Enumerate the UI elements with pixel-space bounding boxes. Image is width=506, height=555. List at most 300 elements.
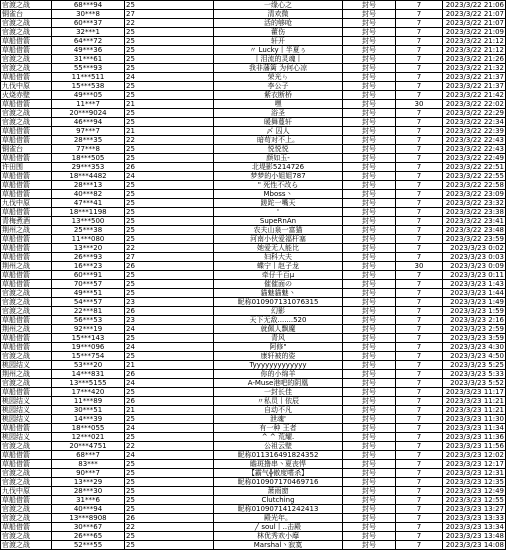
account-cell[interactable]: 31***61	[52, 55, 125, 64]
action-cell[interactable]: 封号	[343, 91, 396, 100]
account-cell[interactable]: 56***53	[52, 316, 125, 325]
days-cell[interactable]: 7	[396, 442, 443, 451]
days-cell[interactable]: 7	[396, 190, 443, 199]
account-cell[interactable]: 16***23	[52, 262, 125, 271]
server-cell[interactable]: 草船借箭	[1, 316, 52, 325]
days-cell[interactable]: 7	[396, 469, 443, 478]
server-cell[interactable]: 九伐中原	[1, 199, 52, 208]
nickname-cell[interactable]: ╱ soul丨..击殿	[214, 523, 343, 532]
account-cell[interactable]: 30***67	[52, 523, 125, 532]
action-cell[interactable]: 封号	[343, 379, 396, 388]
action-cell[interactable]: 封号	[343, 307, 396, 316]
action-cell[interactable]: 封号	[343, 262, 396, 271]
datetime-cell[interactable]: 2023/3/23 4:50	[443, 352, 506, 361]
nickname-cell[interactable]: 自动不凡	[214, 406, 343, 415]
datetime-cell[interactable]: 2023/3/22 22:58	[443, 181, 506, 190]
account-cell[interactable]: 77***8	[52, 145, 125, 154]
level-cell[interactable]: 25	[125, 217, 214, 226]
server-cell[interactable]: 荆州之战	[1, 226, 52, 235]
action-cell[interactable]: 封号	[343, 352, 396, 361]
nickname-cell[interactable]: 北堤影5214726	[214, 163, 343, 172]
action-cell[interactable]: 封号	[343, 244, 396, 253]
action-cell[interactable]: 封号	[343, 541, 396, 550]
level-cell[interactable]: 27	[125, 10, 214, 19]
days-cell[interactable]: 7	[396, 19, 443, 28]
nickname-cell[interactable]: 暖舞蔓轩	[214, 118, 343, 127]
server-cell[interactable]: 官渡之战	[1, 109, 52, 118]
days-cell[interactable]: 7	[396, 181, 443, 190]
level-cell[interactable]: 24	[125, 73, 214, 82]
nickname-cell[interactable]: A-Muse港吧的阴凰	[214, 379, 343, 388]
datetime-cell[interactable]: 2023/3/23 13:48	[443, 532, 506, 541]
server-cell[interactable]: 官渡之战	[1, 55, 52, 64]
action-cell[interactable]: 封号	[343, 136, 396, 145]
server-cell[interactable]: 官渡之战	[1, 307, 52, 316]
datetime-cell[interactable]: 2023/3/23 1:49	[443, 298, 506, 307]
days-cell[interactable]: 7	[396, 55, 443, 64]
account-cell[interactable]: 46***94	[52, 118, 125, 127]
days-cell[interactable]: 7	[396, 271, 443, 280]
datetime-cell[interactable]: 2023/3/23 1:43	[443, 280, 506, 289]
server-cell[interactable]: 草船借箭	[1, 100, 52, 109]
server-cell[interactable]: 官渡之战	[1, 352, 52, 361]
server-cell[interactable]: 草船借箭	[1, 190, 52, 199]
account-cell[interactable]: 68***94	[52, 1, 125, 10]
days-cell[interactable]: 7	[396, 208, 443, 217]
datetime-cell[interactable]: 2023/3/22 21:06	[443, 1, 506, 10]
days-cell[interactable]: 7	[396, 523, 443, 532]
server-cell[interactable]: 官渡之战	[1, 28, 52, 37]
level-cell[interactable]: 24	[125, 325, 214, 334]
nickname-cell[interactable]: 河南小伙爱福杆塞	[214, 235, 343, 244]
datetime-cell[interactable]: 2023/3/22 22:43	[443, 145, 506, 154]
nickname-cell[interactable]: 有一种 王者	[214, 424, 343, 433]
days-cell[interactable]: 7	[396, 541, 443, 550]
nickname-cell[interactable]: 【霸气╬傲度嗜杀】	[214, 469, 343, 478]
nickname-cell[interactable]: 藿伤	[214, 28, 343, 37]
action-cell[interactable]: 封号	[343, 208, 396, 217]
days-cell[interactable]: 7	[396, 91, 443, 100]
datetime-cell[interactable]: 2023/3/22 23:38	[443, 208, 506, 217]
nickname-cell[interactable]: 蹉跎一嘴天	[214, 199, 343, 208]
datetime-cell[interactable]: 2023/3/23 11:30	[443, 415, 506, 424]
action-cell[interactable]: 封号	[343, 1, 396, 10]
datetime-cell[interactable]: 2023/3/23 13:34	[443, 523, 506, 532]
server-cell[interactable]: 草船借箭	[1, 172, 52, 181]
level-cell[interactable]: 25	[125, 154, 214, 163]
level-cell[interactable]: 25	[125, 226, 214, 235]
account-cell[interactable]: 18***055	[52, 424, 125, 433]
datetime-cell[interactable]: 2023/3/23 5:33	[443, 370, 506, 379]
account-cell[interactable]: 92***19	[52, 325, 125, 334]
datetime-cell[interactable]: 2023/3/22 21:37	[443, 82, 506, 91]
nickname-cell[interactable]: 荣光ㄣ	[214, 73, 343, 82]
level-cell[interactable]: 25	[125, 37, 214, 46]
nickname-cell[interactable]: 暗苟对不上。	[214, 136, 343, 145]
server-cell[interactable]: 官渡之战	[1, 514, 52, 523]
server-cell[interactable]: 草船借箭	[1, 181, 52, 190]
level-cell[interactable]: 22	[125, 523, 214, 532]
account-cell[interactable]: 18***4482	[52, 172, 125, 181]
server-cell[interactable]: 官渡之战	[1, 289, 52, 298]
days-cell[interactable]: 7	[396, 28, 443, 37]
server-cell[interactable]: 官渡之战	[1, 532, 52, 541]
nickname-cell[interactable]: 〃私员丨依辰	[214, 397, 343, 406]
nickname-cell[interactable]: Marshal丶寂寞	[214, 541, 343, 550]
server-cell[interactable]: 九伐中原	[1, 82, 52, 91]
nickname-cell[interactable]: 一缘心之	[214, 1, 343, 10]
server-cell[interactable]: 草船借箭	[1, 37, 52, 46]
level-cell[interactable]: 25	[125, 91, 214, 100]
days-cell[interactable]: 7	[396, 379, 443, 388]
nickname-cell[interactable]: 幻影	[214, 307, 343, 316]
days-cell[interactable]: 7	[396, 334, 443, 343]
level-cell[interactable]: 26	[125, 397, 214, 406]
action-cell[interactable]: 封号	[343, 343, 396, 352]
nickname-cell[interactable]: 康轩被的姿	[214, 352, 343, 361]
level-cell[interactable]: 25	[125, 82, 214, 91]
action-cell[interactable]: 封号	[343, 127, 396, 136]
server-cell[interactable]: 官渡之战	[1, 505, 52, 514]
datetime-cell[interactable]: 2023/3/22 23:48	[443, 226, 506, 235]
datetime-cell[interactable]: 2023/3/22 21:12	[443, 37, 506, 46]
days-cell[interactable]: 7	[396, 370, 443, 379]
nickname-cell[interactable]: Clutching	[214, 496, 343, 505]
server-cell[interactable]: 官渡之战	[1, 469, 52, 478]
server-cell[interactable]: 草船借箭	[1, 343, 52, 352]
server-cell[interactable]: 草船借箭	[1, 271, 52, 280]
server-cell[interactable]: 官渡之战	[1, 298, 52, 307]
level-cell[interactable]: 25	[125, 496, 214, 505]
nickname-cell[interactable]: '	[214, 208, 343, 217]
datetime-cell[interactable]: 2023/3/22 22:39	[443, 127, 506, 136]
nickname-cell[interactable]: 催催面の	[214, 280, 343, 289]
datetime-cell[interactable]: 2023/3/22 21:26	[443, 55, 506, 64]
days-cell[interactable]: 7	[396, 1, 443, 10]
days-cell[interactable]: 30	[396, 262, 443, 271]
level-cell[interactable]: 22	[125, 19, 214, 28]
level-cell[interactable]: 21	[125, 100, 214, 109]
server-cell[interactable]: 官渡之战	[1, 442, 52, 451]
datetime-cell[interactable]: 2023/3/23 2:59	[443, 325, 506, 334]
level-cell[interactable]: 21	[125, 406, 214, 415]
account-cell[interactable]: 28***35	[52, 136, 125, 145]
datetime-cell[interactable]: 2023/3/22 23:09	[443, 190, 506, 199]
level-cell[interactable]: 25	[125, 289, 214, 298]
action-cell[interactable]: 封号	[343, 226, 396, 235]
days-cell[interactable]: 7	[396, 253, 443, 262]
datetime-cell[interactable]: 2023/3/23 14:08	[443, 541, 506, 550]
datetime-cell[interactable]: 2023/3/22 23:32	[443, 199, 506, 208]
days-cell[interactable]: 7	[396, 127, 443, 136]
level-cell[interactable]: 24	[125, 424, 214, 433]
action-cell[interactable]: 封号	[343, 181, 396, 190]
nickname-cell[interactable]: 〃 Lucky丨半夏ぅ	[214, 46, 343, 55]
server-cell[interactable]: 草船借箭	[1, 235, 52, 244]
days-cell[interactable]: 7	[396, 307, 443, 316]
datetime-cell[interactable]: 2023/3/23 11:34	[443, 424, 506, 433]
days-cell[interactable]: 7	[396, 514, 443, 523]
datetime-cell[interactable]: 2023/3/22 21:12	[443, 46, 506, 55]
days-cell[interactable]: 7	[396, 343, 443, 352]
action-cell[interactable]: 封号	[343, 289, 396, 298]
action-cell[interactable]: 封号	[343, 82, 396, 91]
server-cell[interactable]: 官渡之战	[1, 1, 52, 10]
level-cell[interactable]: 25	[125, 109, 214, 118]
account-cell[interactable]: 49***51	[52, 289, 125, 298]
datetime-cell[interactable]: 2023/3/23 12:17	[443, 460, 506, 469]
datetime-cell[interactable]: 2023/3/23 0:02	[443, 244, 506, 253]
account-cell[interactable]: 40***82	[52, 190, 125, 199]
datetime-cell[interactable]: 2023/3/22 21:37	[443, 73, 506, 82]
server-cell[interactable]: 草船借箭	[1, 460, 52, 469]
server-cell[interactable]: 官渡之战	[1, 478, 52, 487]
nickname-cell[interactable]: 公祖云壁	[214, 442, 343, 451]
datetime-cell[interactable]: 2023/3/22 22:49	[443, 154, 506, 163]
account-cell[interactable]: 22***81	[52, 307, 125, 316]
account-cell[interactable]: 25***38	[52, 226, 125, 235]
server-cell[interactable]: 草船借箭	[1, 523, 52, 532]
account-cell[interactable]: 13***500	[52, 217, 125, 226]
datetime-cell[interactable]: 2023/3/23 5:25	[443, 361, 506, 370]
datetime-cell[interactable]: 2023/3/23 12:02	[443, 451, 506, 460]
level-cell[interactable]: 25	[125, 118, 214, 127]
level-cell[interactable]: 24	[125, 379, 214, 388]
nickname-cell[interactable]: 牵仔千百μ	[214, 271, 343, 280]
level-cell[interactable]: 25	[125, 532, 214, 541]
datetime-cell[interactable]: 2023/3/23 11:17	[443, 388, 506, 397]
action-cell[interactable]: 封号	[343, 478, 396, 487]
nickname-cell[interactable]: 轩开	[214, 37, 343, 46]
action-cell[interactable]: 封号	[343, 163, 396, 172]
action-cell[interactable]: 封号	[343, 442, 396, 451]
datetime-cell[interactable]: 2023/3/23 3:59	[443, 334, 506, 343]
level-cell[interactable]: 24	[125, 451, 214, 460]
nickname-cell[interactable]: 阿修"	[214, 343, 343, 352]
days-cell[interactable]: 7	[396, 64, 443, 73]
action-cell[interactable]: 封号	[343, 235, 396, 244]
action-cell[interactable]: 封号	[343, 514, 396, 523]
days-cell[interactable]: 7	[396, 217, 443, 226]
nickname-cell[interactable]: Tyyyyyyyyyyyyy	[214, 361, 343, 370]
server-cell[interactable]: 官渡之战	[1, 118, 52, 127]
nickname-cell[interactable]: 我非藩篱 为何心凉	[214, 64, 343, 73]
action-cell[interactable]: 封号	[343, 523, 396, 532]
level-cell[interactable]: 25	[125, 1, 214, 10]
account-cell[interactable]: 28***13	[52, 181, 125, 190]
action-cell[interactable]: 封号	[343, 532, 396, 541]
nickname-cell[interactable]: 清欢微	[214, 10, 343, 19]
action-cell[interactable]: 封号	[343, 100, 396, 109]
account-cell[interactable]: 11***7	[52, 100, 125, 109]
nickname-cell[interactable]: 貓魅貓魅丶	[214, 289, 343, 298]
account-cell[interactable]: 14***831	[52, 370, 125, 379]
days-cell[interactable]: 7	[396, 397, 443, 406]
days-cell[interactable]: 7	[396, 280, 443, 289]
level-cell[interactable]: 21	[125, 127, 214, 136]
action-cell[interactable]: 封号	[343, 415, 396, 424]
account-cell[interactable]: 54***57	[52, 298, 125, 307]
days-cell[interactable]: 7	[396, 352, 443, 361]
level-cell[interactable]: 25	[125, 190, 214, 199]
nickname-cell[interactable]: 昵称010907141242413	[214, 505, 343, 514]
level-cell[interactable]: 23	[125, 298, 214, 307]
level-cell[interactable]: 25	[125, 46, 214, 55]
nickname-cell[interactable]: 天下无敌.......520	[214, 316, 343, 325]
days-cell[interactable]: 7	[396, 298, 443, 307]
datetime-cell[interactable]: 2023/3/23 12:35	[443, 478, 506, 487]
account-cell[interactable]: 13***8908	[52, 514, 125, 523]
action-cell[interactable]: 封号	[343, 451, 396, 460]
server-cell[interactable]: 草船借箭	[1, 280, 52, 289]
action-cell[interactable]: 封号	[343, 316, 396, 325]
level-cell[interactable]: 25	[125, 469, 214, 478]
nickname-cell[interactable]: 青风	[214, 334, 343, 343]
account-cell[interactable]: 83***	[52, 460, 125, 469]
days-cell[interactable]: 7	[396, 424, 443, 433]
level-cell[interactable]: 26	[125, 370, 214, 379]
server-cell[interactable]: 荆州之战	[1, 325, 52, 334]
action-cell[interactable]: 封号	[343, 280, 396, 289]
action-cell[interactable]: 封号	[343, 145, 396, 154]
server-cell[interactable]: 铜雀台	[1, 145, 52, 154]
datetime-cell[interactable]: 2023/3/23 11:56	[443, 442, 506, 451]
action-cell[interactable]: 封号	[343, 487, 396, 496]
level-cell[interactable]: 22	[125, 136, 214, 145]
level-cell[interactable]: 25	[125, 280, 214, 289]
nickname-cell[interactable]: 丨泪流的灵魂丨	[214, 55, 343, 64]
datetime-cell[interactable]: 2023/3/23 0:03	[443, 253, 506, 262]
account-cell[interactable]: 29***353	[52, 163, 125, 172]
account-cell[interactable]: 64***72	[52, 37, 125, 46]
level-cell[interactable]: 25	[125, 487, 214, 496]
action-cell[interactable]: 封号	[343, 253, 396, 262]
nickname-cell[interactable]: 蝶宁丨赵子龙	[214, 262, 343, 271]
action-cell[interactable]: 封号	[343, 505, 396, 514]
nickname-cell[interactable]: 她爱无人能比	[214, 244, 343, 253]
nickname-cell[interactable]: 瞻斑撸串丶夏丧悍	[214, 460, 343, 469]
nickname-cell[interactable]: SupeRnAn	[214, 217, 343, 226]
server-cell[interactable]: 官渡之战	[1, 19, 52, 28]
days-cell[interactable]: 7	[396, 46, 443, 55]
level-cell[interactable]: 25	[125, 433, 214, 442]
nickname-cell[interactable]: 你的小绵羊	[214, 370, 343, 379]
account-cell[interactable]: 52***55	[52, 541, 125, 550]
days-cell[interactable]: 7	[396, 244, 443, 253]
action-cell[interactable]: 封号	[343, 73, 396, 82]
datetime-cell[interactable]: 2023/3/23 13:27	[443, 505, 506, 514]
action-cell[interactable]: 封号	[343, 64, 396, 73]
account-cell[interactable]: 47***41	[52, 199, 125, 208]
nickname-cell[interactable]: 殿光年。	[214, 514, 343, 523]
datetime-cell[interactable]: 2023/3/23 2:16	[443, 316, 506, 325]
nickname-cell[interactable]: 活的够呛	[214, 19, 343, 28]
days-cell[interactable]: 7	[396, 199, 443, 208]
account-cell[interactable]: 20***9024	[52, 109, 125, 118]
account-cell[interactable]: 97***7	[52, 127, 125, 136]
nickname-cell[interactable]: 浴圣	[214, 109, 343, 118]
account-cell[interactable]: 19***096	[52, 343, 125, 352]
nickname-cell[interactable]: 〆 囚人	[214, 127, 343, 136]
account-cell[interactable]: 31***6	[52, 496, 125, 505]
level-cell[interactable]: 25	[125, 460, 214, 469]
action-cell[interactable]: 封号	[343, 154, 396, 163]
days-cell[interactable]: 7	[396, 289, 443, 298]
action-cell[interactable]: 封号	[343, 325, 396, 334]
datetime-cell[interactable]: 2023/3/23 11:21	[443, 397, 506, 406]
datetime-cell[interactable]: 2023/3/23 13:33	[443, 514, 506, 523]
nickname-cell[interactable]: ^ ^ 荒耀.	[214, 433, 343, 442]
days-cell[interactable]: 7	[396, 325, 443, 334]
level-cell[interactable]: 25	[125, 55, 214, 64]
days-cell[interactable]: 7	[396, 118, 443, 127]
nickname-cell[interactable]: 李公子	[214, 82, 343, 91]
days-cell[interactable]: 7	[396, 82, 443, 91]
level-cell[interactable]: 26	[125, 163, 214, 172]
action-cell[interactable]: 封号	[343, 469, 396, 478]
action-cell[interactable]: 封号	[343, 370, 396, 379]
account-cell[interactable]: 15***143	[52, 334, 125, 343]
level-cell[interactable]: 25	[125, 505, 214, 514]
action-cell[interactable]: 封号	[343, 118, 396, 127]
days-cell[interactable]: 7	[396, 406, 443, 415]
server-cell[interactable]: 铜雀台	[1, 10, 52, 19]
level-cell[interactable]: 25	[125, 388, 214, 397]
level-cell[interactable]: 24	[125, 172, 214, 181]
account-cell[interactable]: 68***7	[52, 451, 125, 460]
datetime-cell[interactable]: 2023/3/23 1:44	[443, 289, 506, 298]
account-cell[interactable]: 26***65	[52, 532, 125, 541]
days-cell[interactable]: 7	[396, 361, 443, 370]
server-cell[interactable]: 草船借箭	[1, 73, 52, 82]
days-cell[interactable]: 7	[396, 487, 443, 496]
server-cell[interactable]: 许田围	[1, 163, 52, 172]
level-cell[interactable]: 25	[125, 199, 214, 208]
account-cell[interactable]: 11***511	[52, 73, 125, 82]
days-cell[interactable]: 7	[396, 109, 443, 118]
days-cell[interactable]: 7	[396, 388, 443, 397]
server-cell[interactable]: 桃园结义	[1, 433, 52, 442]
datetime-cell[interactable]: 2023/3/22 21:42	[443, 91, 506, 100]
action-cell[interactable]: 封号	[343, 388, 396, 397]
datetime-cell[interactable]: 2023/3/22 23:59	[443, 235, 506, 244]
server-cell[interactable]: 草船借箭	[1, 424, 52, 433]
server-cell[interactable]: 草船借箭	[1, 451, 52, 460]
days-cell[interactable]: 7	[396, 136, 443, 145]
action-cell[interactable]: 封号	[343, 55, 396, 64]
datetime-cell[interactable]: 2023/3/22 22:34	[443, 118, 506, 127]
level-cell[interactable]: 25	[125, 64, 214, 73]
days-cell[interactable]: 7	[396, 316, 443, 325]
action-cell[interactable]: 封号	[343, 334, 396, 343]
account-cell[interactable]: 60***91	[52, 271, 125, 280]
nickname-cell[interactable]: 妇科大夫	[214, 253, 343, 262]
action-cell[interactable]: 封号	[343, 109, 396, 118]
nickname-cell[interactable]: 嘿	[214, 100, 343, 109]
datetime-cell[interactable]: 2023/3/23 11:21	[443, 406, 506, 415]
datetime-cell[interactable]: 2023/3/22 22:02	[443, 100, 506, 109]
level-cell[interactable]: 22	[125, 442, 214, 451]
account-cell[interactable]: 18***1198	[52, 208, 125, 217]
datetime-cell[interactable]: 2023/3/22 21:07	[443, 10, 506, 19]
account-cell[interactable]: 53***20	[52, 361, 125, 370]
action-cell[interactable]: 封号	[343, 190, 396, 199]
nickname-cell[interactable]: 萧雨窗	[214, 487, 343, 496]
datetime-cell[interactable]: 2023/3/22 21:09	[443, 28, 506, 37]
server-cell[interactable]: 草船借箭	[1, 253, 52, 262]
datetime-cell[interactable]: 2023/3/23 0:09	[443, 262, 506, 271]
action-cell[interactable]: 封号	[343, 496, 396, 505]
